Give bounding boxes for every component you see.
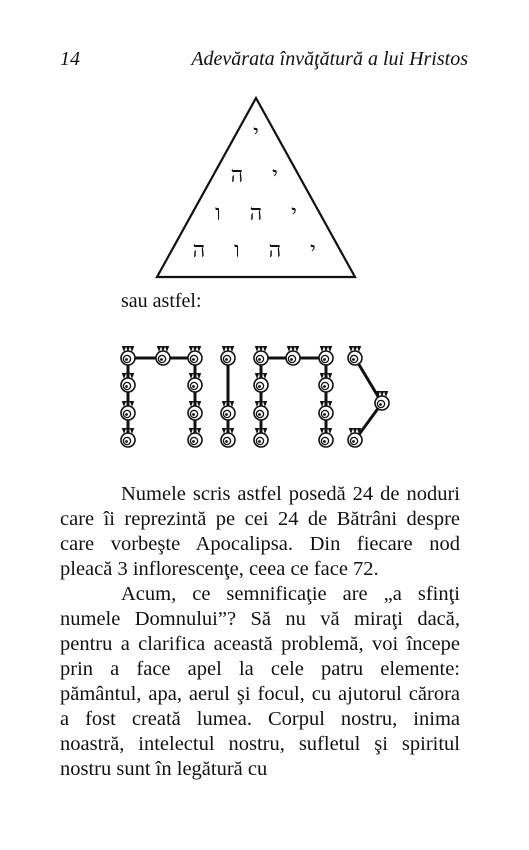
paragraph-1: Numele scris astfel posedă 24 de noduri care îi reprezintă pe cei 24 de Bătrâni despre care vorbeşte Apocalipsa. Din fiecare nod pleacă 3 inflorescenţe, ceea ce face 72. xyxy=(60,483,460,580)
flower-node xyxy=(254,346,268,365)
flower-node xyxy=(221,428,235,447)
flower-node xyxy=(348,428,362,447)
triangle-letter: י xyxy=(291,201,297,226)
flower-node xyxy=(286,346,300,365)
flower-node xyxy=(121,346,135,365)
flower-node xyxy=(254,428,268,447)
caption: sau astfel: xyxy=(121,290,202,312)
triangle-letter: ו xyxy=(234,238,240,263)
flower-node xyxy=(319,428,333,447)
flower-node xyxy=(254,373,268,392)
flower-node xyxy=(375,391,389,410)
triangle-letter: י xyxy=(310,238,316,263)
paragraph-2: Acum, ce semnificaţie are „a sfinţi numele Domnului”? Să nu vă miraţi dacă, pentru a clarifica această problemă, voi începe prin a face apel la cele patru elemente: pământul, apa, aerul şi focul, cu ajutorul cărora a fost creată lumea. Corpul nostru, inima noastră, intelectul nostru, sufletul şi spiritul nostru sunt în legătură cu xyxy=(60,583,460,780)
flower-node xyxy=(121,373,135,392)
flower-node xyxy=(319,373,333,392)
flower-node xyxy=(319,346,333,365)
flower-node xyxy=(188,401,202,420)
divine-name-node-figure xyxy=(115,338,415,453)
running-title: Adevărata învăţătură a lui Hristos xyxy=(191,48,468,70)
flower-node xyxy=(188,346,202,365)
flower-node xyxy=(188,373,202,392)
flower-node xyxy=(254,401,268,420)
flower-node xyxy=(221,346,235,365)
flower-node xyxy=(348,346,362,365)
triangle-letter: ה xyxy=(192,238,206,263)
flower-node xyxy=(121,401,135,420)
page-number: 14 xyxy=(60,48,80,70)
flower-node xyxy=(188,428,202,447)
triangle-letter: י xyxy=(253,121,259,146)
body-text xyxy=(60,482,460,782)
flower-node xyxy=(221,401,235,420)
flower-node xyxy=(319,401,333,420)
triangle-letter: ו xyxy=(215,201,221,226)
triangle-letter: ה xyxy=(268,238,282,263)
running-header xyxy=(60,48,468,72)
tetragrammaton-triangle xyxy=(150,95,362,280)
flower-node xyxy=(156,346,170,365)
flower-node xyxy=(121,428,135,447)
triangle-letter: י xyxy=(272,163,278,188)
triangle-letter: ה xyxy=(249,201,263,226)
triangle-letter: ה xyxy=(230,163,244,188)
